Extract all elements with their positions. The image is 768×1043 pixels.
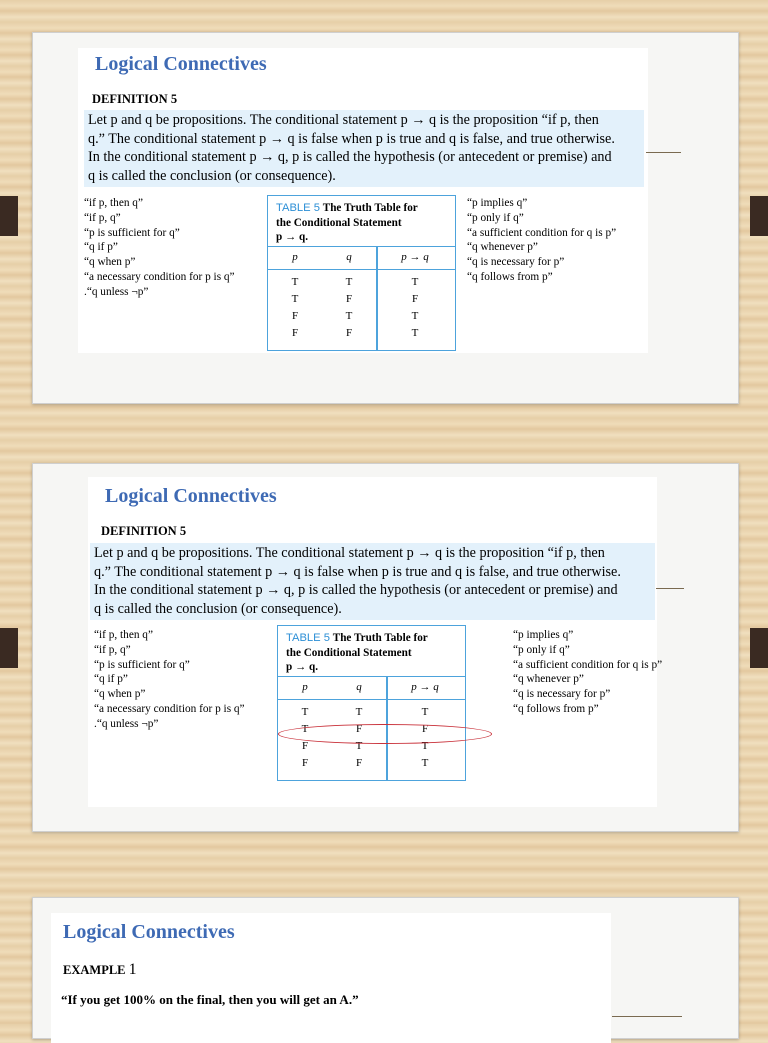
- table-cell: T: [411, 327, 419, 339]
- definition-line-2: q.” The conditional statement p → q is false when p is true and q is false, and true otherwise.: [88, 130, 615, 147]
- definition-line-4: q is called the conclusion (or consequence).: [94, 600, 342, 617]
- right-phrase: “q is necessary for p”: [513, 688, 611, 701]
- table-caption: [286, 631, 428, 675]
- slide-3: [32, 897, 739, 1039]
- left-phrase: “p is sufficient for q”: [94, 658, 190, 671]
- definition-label: DEFINITION 5: [101, 524, 187, 538]
- table-cell: T: [301, 723, 309, 735]
- truth-table: [277, 625, 466, 781]
- right-phrase: “q whenever p”: [467, 241, 538, 254]
- table-cell: F: [301, 740, 309, 752]
- slide-1: [32, 32, 739, 404]
- table-cell: F: [345, 293, 353, 305]
- definition-line-1: Let p and q be propositions. The conditional statement p → q is the proposition “if p, then: [94, 545, 605, 561]
- example-label: [63, 961, 137, 979]
- table-caption-line-2: the Conditional Statement: [276, 216, 402, 229]
- table-cell: T: [421, 740, 429, 752]
- table-caption: [276, 201, 418, 245]
- table-caption-line-3: p → q.: [286, 661, 319, 673]
- decorative-line: [646, 152, 681, 153]
- right-phrase: “q follows from p”: [467, 270, 553, 283]
- example-text: “If you get 100% on the final, then you will get an A.”: [61, 992, 359, 1007]
- table-cell: T: [355, 740, 363, 752]
- header-p: p: [302, 681, 308, 693]
- table-cell: F: [345, 327, 353, 339]
- left-phrase: “q if p”: [84, 241, 118, 254]
- header-q: q: [356, 681, 362, 693]
- table-cell: F: [301, 757, 309, 769]
- left-phrase: “a necessary condition for p is q”: [84, 270, 235, 283]
- left-phrase: .“q unless ¬p”: [84, 285, 149, 298]
- right-tab: [750, 628, 768, 668]
- decorative-line: [612, 1016, 682, 1017]
- table-divider: [376, 246, 378, 350]
- table-caption-line-1: The Truth Table for: [332, 632, 428, 644]
- left-phrase: “if p, q”: [94, 643, 131, 656]
- right-phrase: “a sufficient condition for q is p”: [467, 226, 617, 239]
- table-cell: T: [355, 706, 363, 718]
- left-phrases: [94, 628, 245, 732]
- definition-box: [84, 110, 644, 187]
- left-phrase: “q when p”: [84, 256, 136, 269]
- slide-1-title: Logical Connectives: [95, 53, 267, 75]
- right-phrase: “p implies q”: [467, 197, 528, 209]
- left-tab: [0, 628, 18, 668]
- table-cell: T: [345, 310, 353, 322]
- left-phrase: “p is sufficient for q”: [84, 226, 180, 239]
- right-phrases: [513, 628, 662, 717]
- slide-2-content: [88, 477, 663, 807]
- definition-line-3: In the conditional statement p → q, p is called the hypothesis (or antecedent or premise) and: [94, 582, 618, 598]
- table-caption-line-3: p → q.: [276, 231, 309, 243]
- left-phrase: .“q unless ¬p”: [94, 717, 159, 730]
- table-caption-line-1: The Truth Table for: [322, 202, 418, 214]
- table-cell: T: [411, 310, 419, 322]
- right-tab: [750, 196, 768, 236]
- table-cell: T: [291, 276, 299, 288]
- left-phrase: “if p, then q”: [94, 629, 153, 641]
- right-phrase: “p implies q”: [513, 629, 574, 641]
- right-phrase: “q follows from p”: [513, 702, 599, 715]
- definition-line-2: q.” The conditional statement p → q is false when p is true and q is false, and true otherwise.: [94, 563, 621, 580]
- right-phrase: “q whenever p”: [513, 673, 584, 686]
- example-number: 1: [128, 961, 137, 978]
- header-p: p: [292, 251, 298, 263]
- header-p-implies-q: p → q: [411, 681, 439, 693]
- truth-table: [267, 195, 456, 351]
- decorative-line: [656, 588, 684, 589]
- definition-line-4: q is called the conclusion (or consequence).: [88, 167, 336, 184]
- left-phrase: “if p, q”: [84, 211, 121, 224]
- slide-2-title: Logical Connectives: [105, 485, 277, 507]
- left-phrase: “a necessary condition for p is q”: [94, 702, 245, 715]
- table-cell: F: [291, 310, 299, 322]
- right-phrases: [467, 196, 616, 285]
- table-cell: F: [421, 723, 429, 735]
- slide-3-title: Logical Connectives: [63, 921, 235, 943]
- table-cell: T: [291, 293, 299, 305]
- table-cell: T: [421, 706, 429, 718]
- table-label: TABLE 5: [286, 632, 330, 644]
- table-cell: T: [411, 276, 419, 288]
- left-phrases: [84, 196, 235, 300]
- table-cell: F: [291, 327, 299, 339]
- right-phrase: “p only if q”: [467, 211, 524, 224]
- left-phrase: “q if p”: [94, 673, 128, 686]
- definition-line-1: Let p and q be propositions. The conditional statement p → q is the proposition “if p, then: [88, 112, 599, 128]
- highlight-oval: [278, 724, 492, 744]
- left-phrase: “q when p”: [94, 688, 146, 701]
- table-cell: F: [355, 757, 363, 769]
- table-cell: T: [301, 706, 309, 718]
- table-cell: T: [345, 276, 353, 288]
- slide-1-content: [78, 48, 648, 353]
- table-caption-line-2: the Conditional Statement: [286, 646, 412, 659]
- table-label: TABLE 5: [276, 202, 320, 214]
- left-tab: [0, 196, 18, 236]
- table-cell: F: [411, 293, 419, 305]
- header-p-implies-q: p → q: [401, 251, 429, 263]
- slide-2: [32, 463, 739, 832]
- example-word: EXAMPLE: [63, 963, 126, 977]
- definition-label: DEFINITION 5: [92, 92, 178, 106]
- definition-line-3: In the conditional statement p → q, p is called the hypothesis (or antecedent or premise) and: [88, 149, 612, 165]
- right-phrase: “a sufficient condition for q is p”: [513, 658, 663, 671]
- right-phrase: “p only if q”: [513, 643, 570, 656]
- definition-box: [90, 543, 655, 620]
- header-q: q: [346, 251, 352, 263]
- table-cell: F: [355, 723, 363, 735]
- left-phrase: “if p, then q”: [84, 197, 143, 209]
- table-cell: T: [421, 757, 429, 769]
- right-phrase: “q is necessary for p”: [467, 256, 565, 269]
